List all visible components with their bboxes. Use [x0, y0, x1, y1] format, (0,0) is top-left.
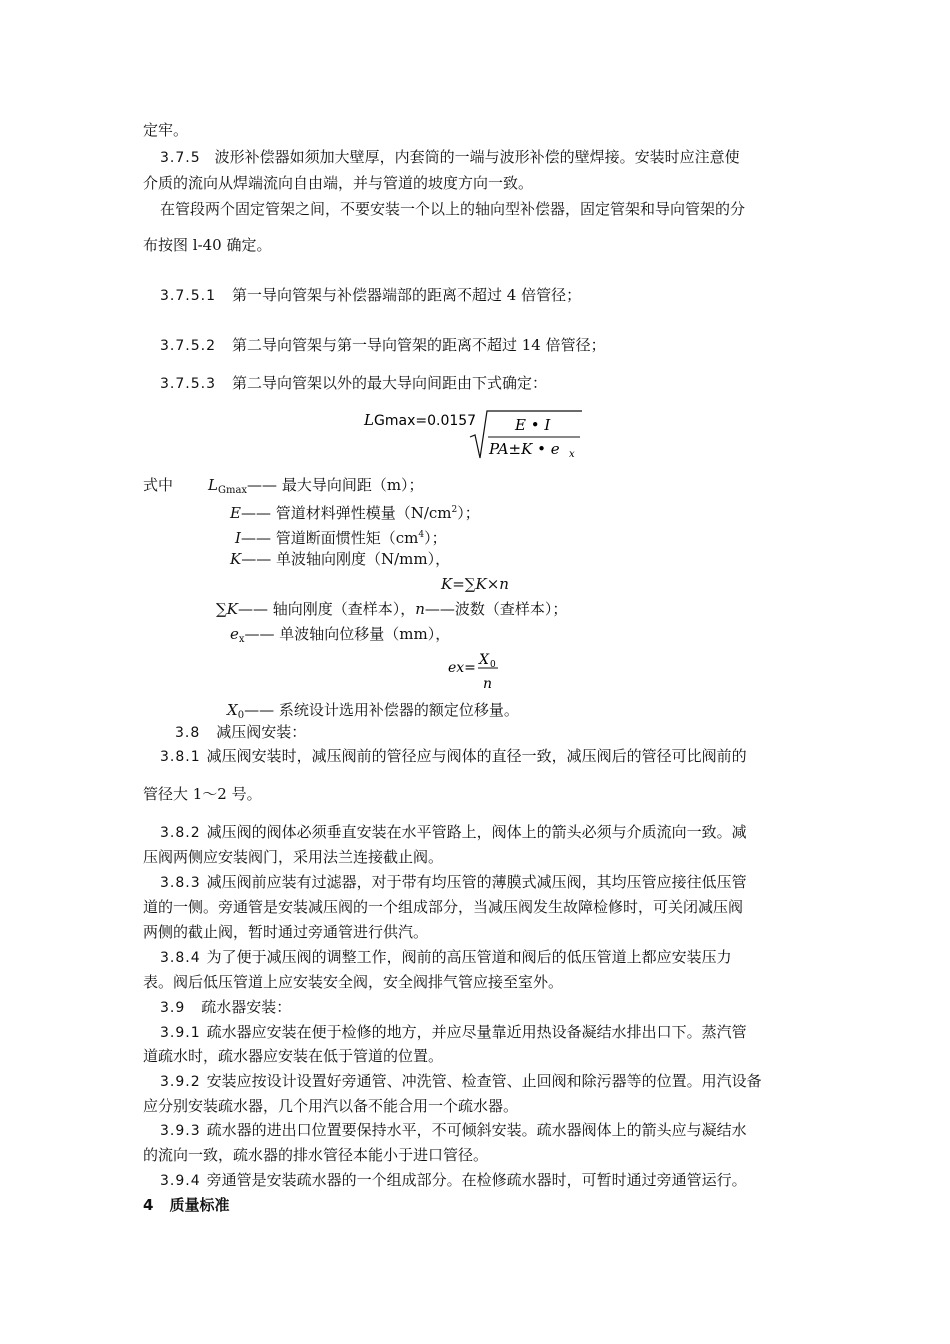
clause-text: 旁通管是安装疏水器的一个组成部分。在检修疏水器时，可暂时通过旁通管运行。: [206, 1171, 747, 1189]
def-ex-desc: —— 单波轴向位移量（mm），: [244, 625, 451, 643]
k-formula-K2: K: [475, 575, 487, 593]
clause-3-8-4: [160, 947, 732, 968]
clause-3-9-1: [160, 1022, 747, 1043]
symbol-X-sub: 0: [237, 710, 245, 721]
clause-number: 3.9.4: [160, 1173, 201, 1189]
def-I: [235, 525, 447, 548]
symbol-n: n: [415, 600, 425, 618]
clause-number: 3.9.1: [160, 1025, 201, 1041]
formula-numerator: E • I: [515, 416, 551, 434]
guide-spacing-formula: [360, 403, 600, 465]
section-number: 4: [143, 1196, 154, 1214]
clause-3-8-3-line3: 两侧的截止阀，暂时通过旁通管进行供汽。: [143, 923, 429, 941]
k-formula-times: ×: [486, 575, 500, 593]
symbol-X: X: [227, 701, 238, 719]
clause-3-8-1: [160, 746, 747, 767]
clause-text: 第二导向管架与第一导向管架的距离不超过 14 倍管径；: [231, 336, 606, 354]
ex-numerator-sub: 0: [490, 660, 496, 670]
symbol-I: I: [235, 529, 241, 547]
symbol-E: E: [230, 504, 241, 522]
paragraph-compensator-line2: 布按图 l-40 确定。: [143, 236, 272, 254]
def-L-desc: —— 最大导向间距（m）；: [247, 476, 424, 494]
paragraph-continuation: 定牢。: [143, 121, 189, 139]
clause-3-8-3-line2: 道的一侧。旁通管是安装减压阀的一个组成部分，当减压阀发生故障检修时，可关闭减压阀: [143, 898, 744, 916]
formula-lhs-L: L: [364, 411, 374, 429]
clause-3-9-4: [160, 1170, 747, 1191]
clause-3-7-5-3: [160, 373, 547, 394]
def-X0-desc: —— 系统设计选用补偿器的额定位移量。: [244, 701, 519, 719]
symbol-sumK: K: [226, 600, 238, 618]
symbol-K: K: [230, 550, 242, 568]
k-formula-K: K: [441, 575, 453, 593]
def-I-desc: —— 管道断面惯性矩（cm: [240, 529, 419, 547]
ex-lhs: ex=: [448, 660, 476, 676]
clause-text: 减压阀的阀体必须垂直安装在水平管路上，阀体上的箭头必须与介质流向一致。减: [206, 823, 747, 841]
clause-3-9-3: [160, 1120, 747, 1141]
clause-3-8-1-line2: 管径大 1～2 号。: [143, 785, 262, 803]
clause-3-7-5-1: [160, 285, 581, 306]
ex-formula: [440, 648, 520, 696]
section-title: 质量标准: [169, 1196, 230, 1214]
section-title: 减压阀安装：: [216, 723, 307, 741]
def-sumK: [216, 599, 567, 619]
clause-number: 3.7.5.3: [160, 376, 216, 392]
clause-3-7-5-line2: 介质的流向从焊端流向自由端，并与管道的坡度方向一致。: [143, 174, 534, 192]
def-K-desc: —— 单波轴向刚度（N/mm），: [241, 550, 451, 568]
clause-3-7-5-2: [160, 335, 606, 356]
def-I-desc-end: ）；: [424, 529, 447, 547]
def-I-sup: 4: [418, 530, 425, 540]
def-ex: [230, 624, 450, 650]
clause-number: 3.8.3: [160, 875, 201, 891]
clause-3-9-2: [160, 1071, 762, 1092]
clause-number: 3.7.5.1: [160, 288, 216, 304]
clause-number: 3.8.2: [160, 825, 201, 841]
clause-text: 第二导向管架以外的最大导向间距由下式确定：: [231, 374, 547, 392]
paragraph-compensator: 在管段两个固定管架之间，不要安装一个以上的轴向型补偿器，固定管架和导向管架的分: [160, 200, 746, 218]
clause-number: 3.7.5.2: [160, 338, 216, 354]
symbol-L-sub: Gmax: [217, 485, 248, 496]
def-L: [208, 475, 424, 501]
clause-text: 减压阀安装时，减压阀前的管径应与阀体的直径一致，减压阀后的管径可比阀前的: [206, 747, 747, 765]
defs-intro: 式中: [143, 476, 174, 494]
symbol-e-sub: x: [238, 634, 245, 645]
formula-denominator: PA±K • e: [489, 440, 560, 458]
clause-number: 3.9.3: [160, 1123, 201, 1139]
section-title: 疏水器安装：: [201, 998, 292, 1016]
k-formula-eq-sum: =∑: [452, 575, 476, 593]
formula-denominator-sub: x: [569, 449, 575, 460]
clause-text: 减压阀前应装有过滤器，对于带有均压管的薄膜式减压阀，其均压管应接往低压管: [206, 873, 747, 891]
clause-3-8-3: [160, 872, 747, 893]
sum-symbol: ∑: [216, 600, 227, 618]
clause-3-8-4-line2: 表。阀后低压管道上应安装安全阀，安全阀排气管应接至室外。: [143, 973, 564, 991]
def-K: [230, 549, 450, 569]
clause-3-9-2-line2: 应分别安装疏水器，几个用汽以备不能合用一个疏水器。: [143, 1097, 519, 1115]
clause-text: 疏水器的进出口位置要保持水平，不可倾斜安装。疏水器阀体上的箭头应与凝结水: [206, 1121, 747, 1139]
clause-3-9-3-line2: 的流向一致，疏水器的排水管径本能小于进口管径。: [143, 1146, 489, 1164]
section-4-heading: [143, 1195, 229, 1215]
ex-numerator: X: [479, 652, 489, 668]
formula-lhs-rest: Gmax=0.0157: [374, 413, 477, 429]
clause-text: 为了便于减压阀的调整工作，阀前的高压管道和阀后的低压管道上都应安装压力: [206, 948, 732, 966]
clause-3-8-2: [160, 822, 747, 843]
def-E-desc: —— 管道材料弹性模量（N/cm: [240, 504, 452, 522]
clause-text: 波形补偿器如须加大壁厚，内套筒的一端与波形补偿的壁焊接。安装时应注意使: [214, 148, 740, 166]
def-n-desc: ——波数（查样本）；: [424, 600, 568, 618]
section-number: 3.9: [160, 1000, 186, 1016]
clause-number: 3.8.4: [160, 950, 201, 966]
clause-text: 安装应按设计设置好旁通管、冲洗管、检查管、止回阀和除污器等的位置。用汽设备: [206, 1072, 762, 1090]
def-E: [230, 500, 480, 523]
K-formula: [441, 574, 509, 594]
def-sumK-desc: —— 轴向刚度（查样本），: [237, 600, 416, 618]
k-formula-n: n: [499, 575, 509, 593]
clause-number: 3.9.2: [160, 1074, 201, 1090]
ex-denominator: n: [483, 676, 493, 692]
clause-3-7-5: [160, 147, 740, 168]
section-3-9: [160, 997, 291, 1018]
clause-3-8-2-line2: 压阀两侧应安装阀门，采用法兰连接截止阀。: [143, 848, 444, 866]
clause-text: 疏水器应安装在便于检修的地方，并应尽量靠近用热设备凝结水排出口下。蒸汽管: [206, 1023, 747, 1041]
section-number: 3.8: [175, 725, 201, 741]
clause-3-9-1-line2: 道疏水时，疏水器应安装在低于管道的位置。: [143, 1047, 444, 1065]
section-3-8: [175, 722, 306, 743]
clause-number: 3.8.1: [160, 749, 201, 765]
clause-text: 第一导向管架与补偿器端部的距离不超过 4 倍管径；: [231, 286, 582, 304]
clause-number: 3.7.5: [160, 150, 201, 166]
def-E-sup: 2: [451, 505, 458, 515]
symbol-e: e: [230, 625, 239, 643]
symbol-L: L: [208, 476, 218, 494]
def-E-desc-end: ）；: [457, 504, 480, 522]
